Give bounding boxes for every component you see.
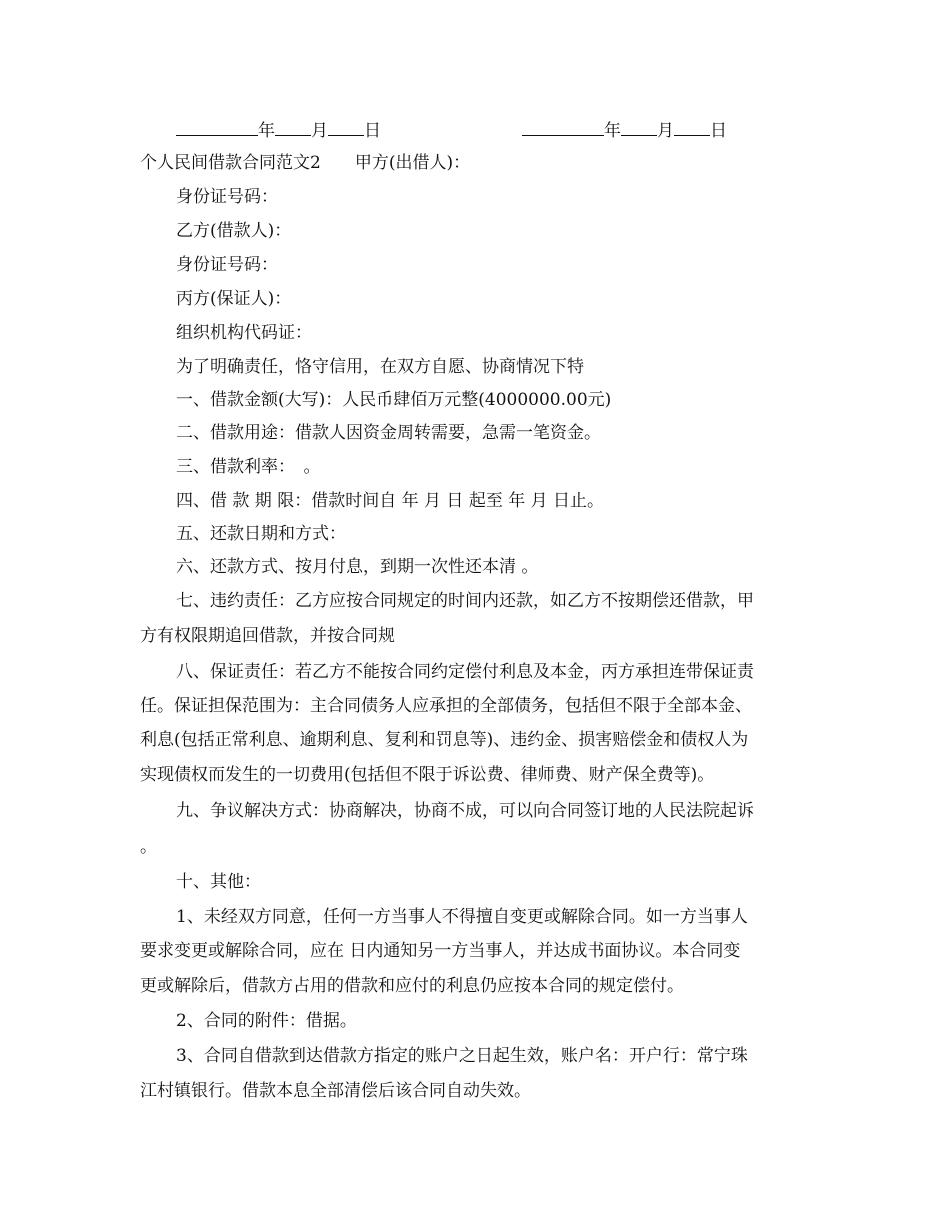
clause-10-3-line-1: 3、合同自借款到达借款方指定的账户之日起生效，账户名：开户行：常宁珠 xyxy=(176,1046,748,1066)
clause-4-term: 四、借 款 期 限：借款时间自 年 月 日 起至 年 月 日止。 xyxy=(176,491,605,511)
document-title: 个人民间借款合同范文2 甲方(出借人)： xyxy=(140,153,471,173)
day-label: 日 xyxy=(364,121,381,141)
clause-1-amount: 一、借款金额(大写)：人民币肆佰万元整(4000000.00元) xyxy=(176,390,612,410)
guarantor-line: 丙方(保证人)： xyxy=(176,289,292,309)
clause-8-line-1: 八、保证责任：若乙方不能按合同约定偿付利息及本金，丙方承担连带保证责 xyxy=(176,662,754,682)
day-label: 日 xyxy=(710,121,727,141)
month-label: 月 xyxy=(657,121,674,141)
lender-id-line: 身份证号码： xyxy=(176,187,278,207)
day-blank xyxy=(328,119,364,136)
clause-10-2: 2、合同的附件：借据。 xyxy=(176,1011,357,1031)
clause-2-purpose: 二、借款用途：借款人因资金周转需要，急需一笔资金。 xyxy=(176,423,601,443)
day-blank xyxy=(674,119,710,136)
clause-10-1-line-2: 要求变更或解除合同，应在 日内通知另一方当事人，并达成书面协议。本合同变 xyxy=(140,941,741,961)
org-code-line: 组织机构代码证： xyxy=(176,323,312,343)
clause-3-rate: 三、借款利率： 。 xyxy=(176,457,321,477)
clause-8-line-3: 利息(包括正常利息、逾期利息、复利和罚息等)、违约金、损害赔偿金和债权人为 xyxy=(140,730,749,750)
year-label: 年 xyxy=(258,121,275,141)
year-blank xyxy=(522,119,604,136)
clause-5-repayment-date: 五、还款日期和方式： xyxy=(176,524,346,544)
signature-date-left xyxy=(176,119,381,142)
clause-7-line-1: 七、违约责任：乙方应按合同规定的时间内还款，如乙方不按期偿还借款，甲 xyxy=(176,591,754,611)
clause-8-line-2: 任。保证担保范围为：主合同债务人应承担的全部债务，包括但不限于全部本金、 xyxy=(140,696,752,716)
year-blank xyxy=(176,119,258,136)
month-label: 月 xyxy=(311,121,328,141)
month-blank xyxy=(621,119,657,136)
clause-6-repayment-method: 六、还款方式、按月付息，到期一次性还本清 。 xyxy=(176,557,539,577)
clause-10-3-line-2: 江村镇银行。借款本息全部清偿后该合同自动失效。 xyxy=(140,1081,531,1101)
month-blank xyxy=(275,119,311,136)
clause-8-line-4: 实现债权而发生的一切费用(包括但不限于诉讼费、律师费、财产保全费等)。 xyxy=(140,765,715,785)
clause-9-line-1: 九、争议解决方式：协商解决，协商不成，可以向合同签订地的人民法院起诉 xyxy=(176,801,754,821)
clause-10-heading: 十、其他： xyxy=(176,872,261,892)
borrower-line: 乙方(借款人)： xyxy=(176,221,292,241)
clause-9-line-2: 。 xyxy=(140,837,157,857)
preamble-line: 为了明确责任，恪守信用，在双方自愿、协商情况下特 xyxy=(176,357,584,377)
signature-date-right xyxy=(522,119,727,142)
clause-7-line-2: 方有权限期追回借款，并按合同规 xyxy=(140,626,395,646)
year-label: 年 xyxy=(604,121,621,141)
clause-10-1-line-1: 1、未经双方同意，任何一方当事人不得擅自变更或解除合同。如一方当事人 xyxy=(176,907,748,927)
borrower-id-line: 身份证号码： xyxy=(176,255,278,275)
clause-10-1-line-3: 更或解除后，借款方占用的借款和应付的利息仍应按本合同的规定偿付。 xyxy=(140,976,684,996)
